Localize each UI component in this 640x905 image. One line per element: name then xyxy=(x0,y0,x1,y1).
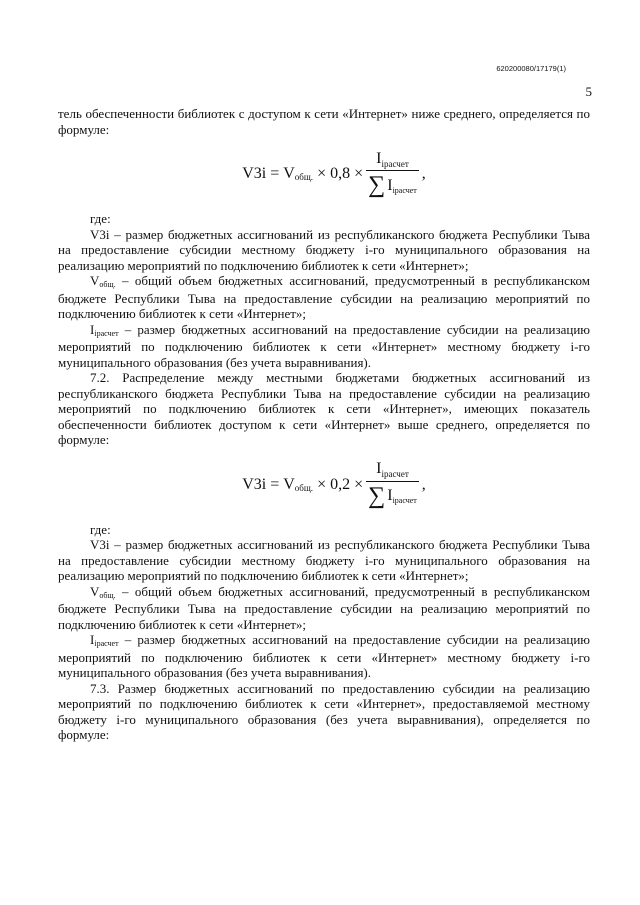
formula-lhs: V3i xyxy=(242,475,267,493)
formula-fraction xyxy=(366,461,419,508)
formula-above-average-upper xyxy=(78,448,590,522)
fraction-numerator: $I_{iрасчет}$ xyxy=(376,460,409,480)
definition-i-calc: Iiрасчет – размер бюджетных ассигнований на предоставление субсидии на реализацию мероприятий по подключению библиотек к сети «Интернет» местному бюджету i-го муниципального образования (без учета выравнивания). xyxy=(58,632,590,680)
formula-times: × xyxy=(317,165,327,183)
page-number: 5 xyxy=(585,84,592,99)
definition-v3i: V3i – размер бюджетных ассигнований из республиканского бюджета Республики Тыва на предоставление субсидии местному бюджету i-го муниципального образования на реализацию мероприятий по подключению библиотек к сети «Интернет»; xyxy=(58,537,590,583)
formula-coefficient: 0,8 xyxy=(330,165,351,183)
sigma-symbol: ∑ xyxy=(368,172,386,199)
formula-eq: = xyxy=(270,475,280,493)
formula-coefficient: 0,2 xyxy=(330,475,351,493)
document-number: 620200080/17179(1) xyxy=(496,64,566,73)
where-label: где: xyxy=(90,521,111,537)
formula-fraction xyxy=(366,151,419,198)
fraction-numerator: $I_{iрасчет}$ xyxy=(376,149,409,169)
intro-paragraph: тель обеспеченности библиотек с доступом к сети «Интернет» ниже среднего, определяется по формуле: xyxy=(58,106,590,137)
definition-v3i: V3i – размер бюджетных ассигнований из республиканского бюджета Республики Тыва на предоставление субсидии местному бюджету i-го муниципального образования на реализацию мероприятий по подключению библиотек к сети «Интернет»; xyxy=(58,226,590,273)
paragraph-7-2: 7.2. Распределение между местными бюджетами бюджетных ассигнований из республиканского бюджета Республики Тыва на предоставление субсидии на реализацию мероприятий по подключению библиотек к сети «Интернет», имеющих показатель обеспеченности библиотек доступом к сети «Интернет» выше среднего, определяется по формуле: xyxy=(58,370,590,447)
formula-v-sub: общ. xyxy=(294,172,314,183)
formula-comma: , xyxy=(421,475,426,493)
fraction-denominator: ∑ I iрасчет xyxy=(368,172,417,199)
document-body xyxy=(58,106,590,743)
formula-above-average-lower xyxy=(78,137,590,211)
formula-times: × xyxy=(354,165,364,183)
sigma-symbol: ∑ xyxy=(368,482,386,509)
formula-lhs: V3i xyxy=(242,165,267,183)
formula-v: V xyxy=(283,165,295,183)
formula-times: × xyxy=(354,475,364,493)
formula-v-sub: общ. xyxy=(294,482,314,493)
definition-i-calc: Iiрасчет – размер бюджетных ассигнований на предоставление субсидии на реализацию мероприятий по подключению библиотек к сети «Интернет» местному бюджету i-го муниципального образования (без учета выравнивания). xyxy=(58,321,590,370)
formula-times: × xyxy=(317,475,327,493)
definition-v-total: Vобщ. – общий объем бюджетных ассигнований, предусмотренный в республиканском бюджете Республики Тыва на предоставление субсидии на реализацию мероприятий по подключению библиотек к сети «Интернет»; xyxy=(58,273,590,321)
formula-v: V xyxy=(283,475,295,493)
where-label: где: xyxy=(90,211,111,226)
paragraph-7-3: 7.3. Размер бюджетных ассигнований по предоставлению субсидии на реализацию мероприятий по подключению библиотек к сети «Интернет», предоставляемой местному бюджету i-го муниципального образования (без учета выравнивания), определяется по формуле: xyxy=(58,680,590,742)
fraction-denominator: ∑ I iрасчет xyxy=(368,482,417,509)
formula-comma: , xyxy=(421,165,426,183)
definition-v-total: Vобщ. – общий объем бюджетных ассигнований, предусмотренный в республиканском бюджете Республики Тыва на предоставление субсидии на реализацию мероприятий по подключению библиотек к сети «Интернет»; xyxy=(58,583,590,632)
formula-eq: = xyxy=(270,165,280,183)
